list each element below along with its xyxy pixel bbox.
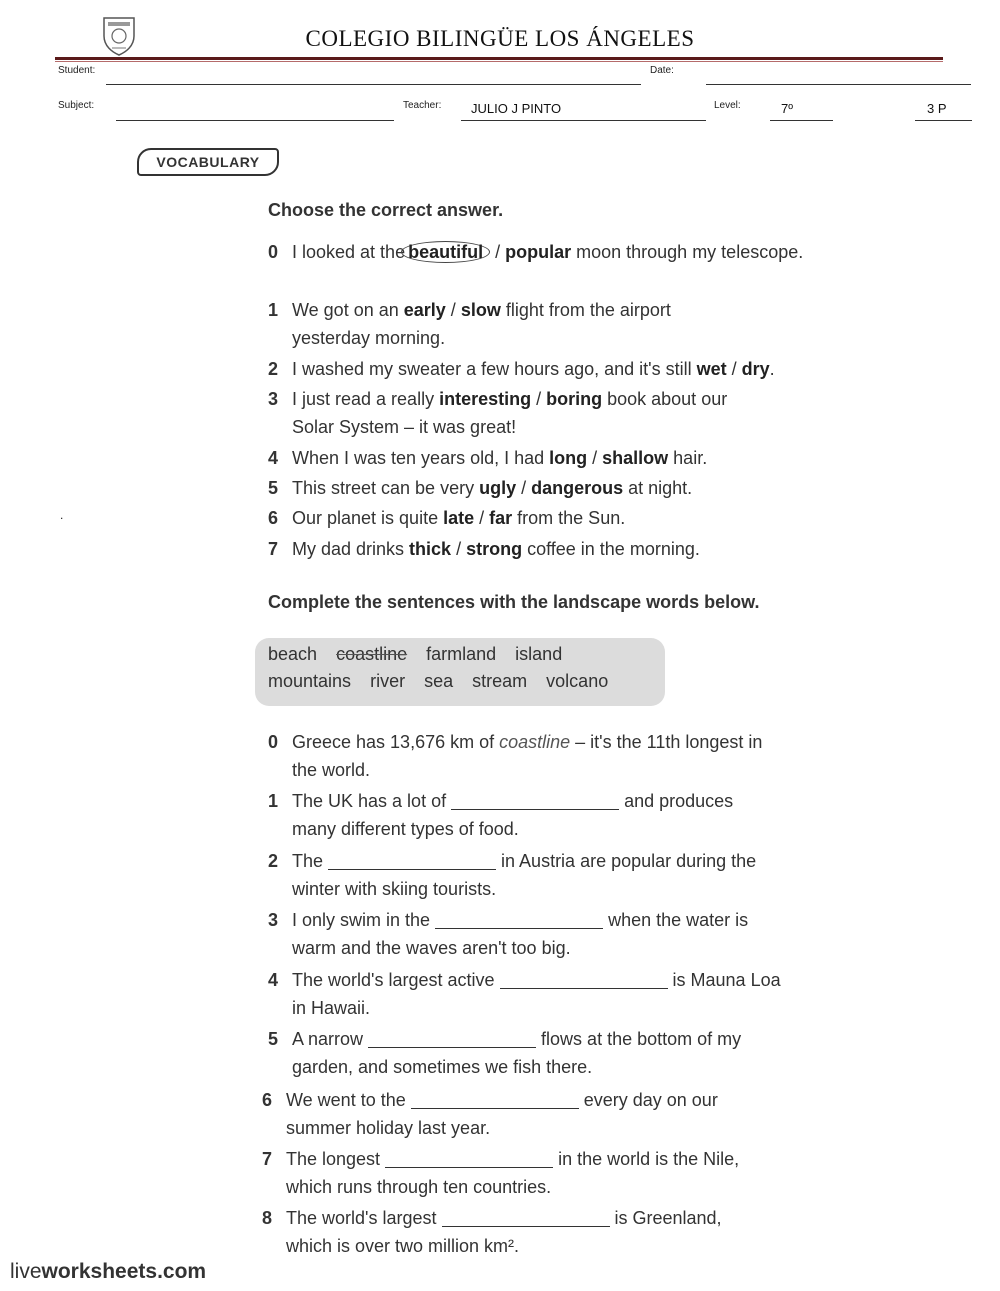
- item-text: I only swim in the: [292, 910, 436, 930]
- teacher-value: JULIO J PINTO: [471, 101, 562, 116]
- choice-item: [268, 474, 808, 502]
- item-text: .: [769, 359, 775, 379]
- item-number: 4: [268, 970, 279, 990]
- option[interactable]: far: [489, 508, 513, 528]
- teacher-field: [461, 120, 706, 121]
- level-label: Level:: [714, 100, 741, 111]
- group-field: [915, 120, 972, 121]
- answer-blank[interactable]: [500, 970, 668, 989]
- option-separator: /: [474, 508, 490, 528]
- choice-item: [268, 385, 808, 441]
- option-selected[interactable]: beautiful: [401, 241, 490, 263]
- word-bank-word: mountains: [268, 671, 352, 691]
- fill-item: [268, 728, 808, 784]
- subject-label: Subject:: [58, 100, 95, 111]
- choice-item: [268, 504, 808, 532]
- item-text: Our planet is quite: [292, 508, 444, 528]
- item-number: 1: [268, 791, 279, 811]
- item-text: is Greenland, which is over two million km².: [286, 1208, 722, 1256]
- item-text: when the water is warm and the waves aren't too big.: [292, 910, 749, 958]
- student-label: Student:: [58, 65, 96, 76]
- item-number: 2: [268, 851, 279, 871]
- answer-blank[interactable]: [385, 1149, 553, 1168]
- option[interactable]: slow: [460, 300, 501, 320]
- fill-item: [268, 906, 808, 962]
- item-number: 6: [262, 1090, 273, 1110]
- teacher-label: Teacher:: [403, 100, 442, 111]
- logo-text-bold: worksheets.com: [41, 1260, 207, 1283]
- word-bank-word: river: [370, 671, 406, 691]
- fill-item: [268, 847, 808, 903]
- item-text: coffee in the morning.: [522, 539, 700, 559]
- item-text: in Austria are popular during the winter with skiing tourists.: [292, 851, 757, 899]
- option-separator: /: [516, 478, 532, 498]
- subject-field[interactable]: [116, 120, 394, 121]
- level-field: [770, 120, 833, 121]
- option[interactable]: dry: [741, 359, 770, 379]
- word-bank-word: island: [515, 644, 563, 664]
- option[interactable]: ugly: [479, 478, 517, 498]
- logo-text: live: [10, 1260, 42, 1283]
- option[interactable]: thick: [409, 539, 452, 559]
- liveworksheets-logo[interactable]: [10, 1260, 206, 1284]
- item-text: in the world is the Nile, which runs through ten countries.: [286, 1149, 740, 1197]
- option[interactable]: dangerous: [531, 478, 624, 498]
- choice-item: [268, 296, 808, 352]
- answer-blank[interactable]: [328, 851, 496, 870]
- item-text: The: [292, 851, 329, 871]
- fill-item: [262, 1204, 802, 1260]
- option-separator: /: [726, 359, 742, 379]
- item-text: every day on our summer holiday last year.: [286, 1090, 718, 1138]
- word-bank-row: [268, 644, 562, 665]
- item-text: moon through my telescope.: [571, 242, 804, 262]
- vocabulary-badge: VOCABULARY: [137, 148, 279, 176]
- example-answer: coastline: [499, 732, 571, 752]
- option-separator: /: [451, 539, 467, 559]
- section1-heading: Choose the correct answer.: [268, 200, 504, 220]
- option-separator: /: [531, 389, 547, 409]
- option-separator: /: [587, 448, 603, 468]
- choice-item: [268, 238, 808, 294]
- item-number: 7: [262, 1149, 273, 1169]
- option[interactable]: late: [443, 508, 475, 528]
- word-bank-row: [268, 671, 608, 692]
- group-value: 3 P: [927, 101, 947, 116]
- item-number: 8: [262, 1208, 273, 1228]
- level-value: 7º: [781, 101, 793, 116]
- item-text: When I was ten years old, I had: [292, 448, 550, 468]
- school-title: COLEGIO BILINGÜE LOS ÁNGELES: [305, 26, 695, 51]
- header-rule-thin: [55, 61, 943, 62]
- option[interactable]: wet: [696, 359, 727, 379]
- word-bank-word: beach: [268, 644, 318, 664]
- date-label: Date:: [650, 65, 674, 76]
- fill-item: [268, 787, 808, 843]
- fill-item: [262, 1086, 802, 1142]
- answer-blank[interactable]: [442, 1208, 610, 1227]
- item-number: 0: [268, 242, 279, 262]
- item-text: The UK has a lot of: [292, 791, 452, 811]
- option[interactable]: strong: [466, 539, 523, 559]
- item-text: is Mauna Loa in Hawaii.: [292, 970, 781, 1018]
- item-text: I looked at the: [292, 242, 406, 262]
- item-text: flight from the airport yesterday morning.: [292, 300, 671, 348]
- answer-blank[interactable]: [435, 910, 603, 929]
- choice-item: [268, 355, 808, 383]
- fill-item: [268, 966, 808, 1022]
- item-text: The world's largest active: [292, 970, 500, 990]
- item-text: The longest: [286, 1149, 386, 1169]
- item-number: 2: [268, 359, 279, 379]
- item-text: hair.: [668, 448, 708, 468]
- item-text: The world's largest: [286, 1208, 442, 1228]
- header-rule: [55, 57, 943, 60]
- word-bank-word: volcano: [546, 671, 609, 691]
- answer-blank[interactable]: [411, 1090, 579, 1109]
- item-text: book about our Solar System – it was great!: [292, 389, 728, 437]
- item-number: 7: [268, 539, 279, 559]
- item-number: 0: [268, 732, 279, 752]
- item-text: – it's the 11th longest in the world.: [292, 732, 763, 780]
- word-bank-word-used: coastline: [336, 644, 408, 664]
- fill-item: [262, 1145, 802, 1201]
- option-separator: /: [445, 300, 461, 320]
- choice-item: [268, 535, 808, 563]
- item-number: 5: [268, 1029, 279, 1049]
- option[interactable]: long: [549, 448, 588, 468]
- item-text: I just read a really: [292, 389, 440, 409]
- item-text: My dad drinks: [292, 539, 410, 559]
- item-text: from the Sun.: [512, 508, 626, 528]
- item-text: flows at the bottom of my garden, and sometimes we fish there.: [292, 1029, 742, 1077]
- date-field[interactable]: [706, 84, 971, 85]
- item-text: This street can be very: [292, 478, 480, 498]
- item-number: 1: [268, 300, 279, 320]
- fill-item: [268, 1025, 808, 1081]
- word-bank-word: stream: [472, 671, 528, 691]
- choice-item: [268, 444, 808, 472]
- item-text: A narrow: [292, 1029, 369, 1049]
- item-text: and produces many different types of food.: [292, 791, 734, 839]
- item-number: 3: [268, 910, 279, 930]
- option-separator: /: [490, 242, 506, 262]
- item-text: at night.: [623, 478, 693, 498]
- item-text: I washed my sweater a few hours ago, and it's still: [292, 359, 697, 379]
- answer-blank[interactable]: [368, 1029, 536, 1048]
- item-number: 5: [268, 478, 279, 498]
- item-number: 6: [268, 508, 279, 528]
- item-text: We got on an: [292, 300, 404, 320]
- option[interactable]: early: [403, 300, 446, 320]
- word-bank-word: sea: [424, 671, 454, 691]
- option[interactable]: boring: [546, 389, 603, 409]
- option[interactable]: shallow: [602, 448, 669, 468]
- item-text: Greece has 13,676 km of: [292, 732, 500, 752]
- item-number: 3: [268, 389, 279, 409]
- stray-mark: .: [60, 508, 64, 522]
- section2-heading: Complete the sentences with the landscape words below.: [268, 592, 760, 612]
- option[interactable]: interesting: [439, 389, 532, 409]
- item-number: 4: [268, 448, 279, 468]
- student-field[interactable]: [106, 84, 641, 85]
- option[interactable]: popular: [505, 242, 572, 262]
- word-bank-word: farmland: [426, 644, 497, 664]
- answer-blank[interactable]: [451, 791, 619, 810]
- item-text: We went to the: [286, 1090, 411, 1110]
